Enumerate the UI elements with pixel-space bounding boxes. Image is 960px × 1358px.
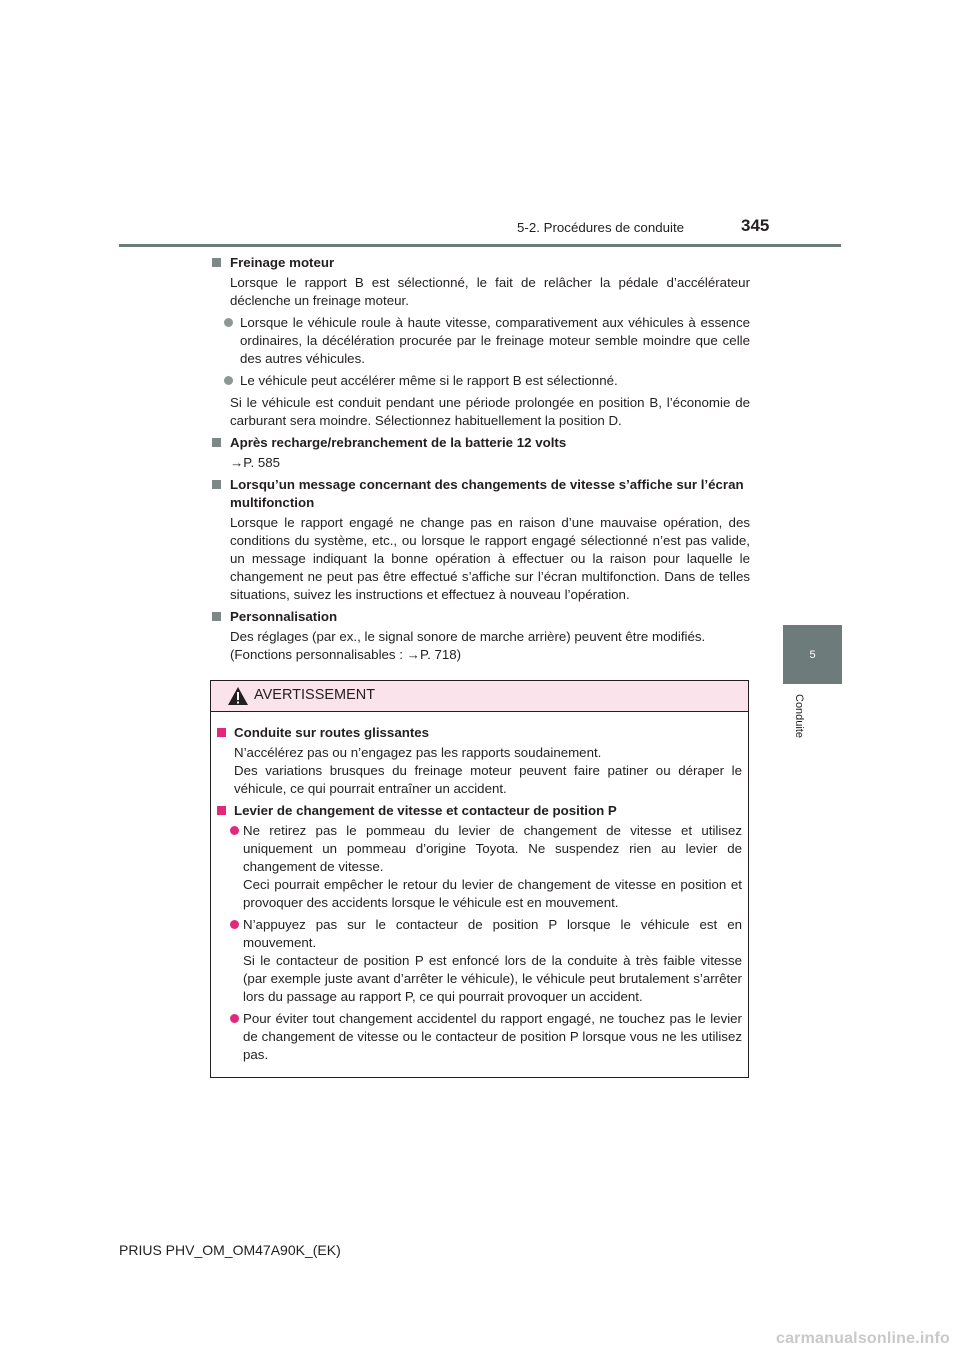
square-bullet-icon (212, 258, 221, 267)
section-freinage-moteur (210, 254, 750, 430)
section-title-text: Levier de changement de vitesse et contacteur de position P (234, 803, 617, 818)
list-item (217, 822, 742, 912)
paragraph: Des réglages (par ex., le signal sonore de marche arrière) peuvent être modifiés. (230, 629, 706, 644)
section-title-text: Personnalisation (230, 609, 338, 624)
section-personnalisation (210, 608, 750, 664)
paragraph: Si le véhicule est conduit pendant une période prolongée en position B, l’économie de carburant sera moindre. Sélectionnez habituellement la position D. (230, 395, 750, 428)
watermark: carmanualsonline.info (775, 1330, 950, 1347)
section-title (210, 254, 750, 272)
list-item (210, 314, 750, 368)
section-title-text: Conduite sur routes glissantes (234, 725, 430, 740)
chapter-label: Conduite (793, 694, 805, 739)
warning-title: AVERTISSEMENT (254, 687, 376, 703)
header-divider (119, 244, 841, 247)
list-item (217, 916, 742, 1006)
chapter-tab (783, 625, 842, 684)
round-bullet-icon (230, 920, 239, 929)
warning-box (210, 680, 749, 1078)
warning-triangle-icon (227, 686, 249, 706)
round-bullet-icon (230, 1014, 239, 1023)
warning-header (211, 681, 748, 712)
warning-section-title (217, 802, 742, 820)
square-bullet-icon (212, 480, 221, 489)
section-title (210, 608, 750, 626)
paragraph: Des variations brusques du freinage moteur peuvent faire patiner ou déraper le véhicule, ce qui pourrait entraîner un accident. (234, 763, 742, 796)
list-item-text: N’appuyez pas sur le contacteur de position P lorsque le véhicule est en mouvement. (243, 917, 742, 950)
warning-body (211, 712, 748, 1064)
list-item-text: Lorsque le véhicule roule à haute vitesse, comparativement aux véhicules à essence ordinaires, la décélération procurée par le freinage moteur semble moindre que celle des autres véhicules. (240, 315, 750, 366)
list-item-text: Si le contacteur de position P est enfoncé lors de la conduite à très faible vitesse (par exemple juste avant d’arrêter le véhicule), le véhicule peut brutalement s’arrêter lors du passage au rapport P, ce qui pourrait provoquer un accident. (243, 953, 742, 1004)
list-item (217, 1010, 742, 1064)
section-title (210, 434, 750, 452)
list-item-text: Ne retirez pas le pommeau du levier de changement de vitesse et utilisez uniquement un pommeau d’origine Toyota. Ne suspendez rien au levier de changement de vitesse. (243, 823, 742, 874)
square-bullet-icon (217, 806, 226, 815)
page-number: 345 (741, 216, 770, 235)
document-id-footer: PRIUS PHV_OM_OM47A90K_(EK) (119, 1242, 341, 1258)
square-bullet-icon (217, 728, 226, 737)
round-bullet-icon (224, 318, 233, 327)
main-content (210, 254, 750, 668)
section-message-ecran (210, 476, 750, 604)
running-header-section: 5-2. Procédures de conduite (517, 220, 685, 235)
list-item (210, 372, 750, 390)
list-item-text: Ceci pourrait empêcher le retour du levier de changement de vitesse en position et provoquer des accidents lorsque le véhicule est en mouvement. (243, 877, 742, 910)
section-title-text: Lorsqu’un message concernant des changements de vitesse s’affiche sur l’écran multifonction (230, 477, 744, 510)
square-bullet-icon (212, 612, 221, 621)
paragraph: Lorsque le rapport B est sélectionné, le fait de relâcher la pédale d’accélérateur déclenche un freinage moteur. (230, 275, 750, 308)
section-title-text: Après recharge/rebranchement de la batterie 12 volts (230, 435, 567, 450)
round-bullet-icon (224, 376, 233, 385)
square-bullet-icon (212, 438, 221, 447)
paragraph: N’accélérez pas ou n’engagez pas les rapports soudainement. (234, 745, 602, 760)
page-reference-link[interactable]: →P. 585 (230, 455, 281, 470)
round-bullet-icon (230, 826, 239, 835)
chapter-number: 5 (809, 648, 816, 661)
warning-section-title (217, 724, 742, 742)
section-title (210, 476, 750, 512)
section-batterie (210, 434, 750, 472)
list-item-text: Pour éviter tout changement accidentel du rapport engagé, ne touchez pas le levier de changement de vitesse ou le contacteur de position P lorsque vous ne les utilisez pas. (243, 1011, 742, 1062)
section-title-text: Freinage moteur (230, 255, 335, 270)
page-reference-link[interactable]: (Fonctions personnalisables : →P. 718) (230, 647, 462, 662)
paragraph: Lorsque le rapport engagé ne change pas en raison d’une mauvaise opération, des conditions du système, etc., ou lorsque le rapport engagé sélectionné n’est pas valide, un message indiquant la bonne opération à effectuer ou la raison pour laquelle le changement ne peut pas être effectué s’affiche sur l’écran multifonction. Dans de telles situations, suivez les instructions et effectuez à nouveau l’opération. (230, 515, 750, 602)
list-item-text: Le véhicule peut accélérer même si le rapport B est sélectionné. (240, 373, 618, 388)
